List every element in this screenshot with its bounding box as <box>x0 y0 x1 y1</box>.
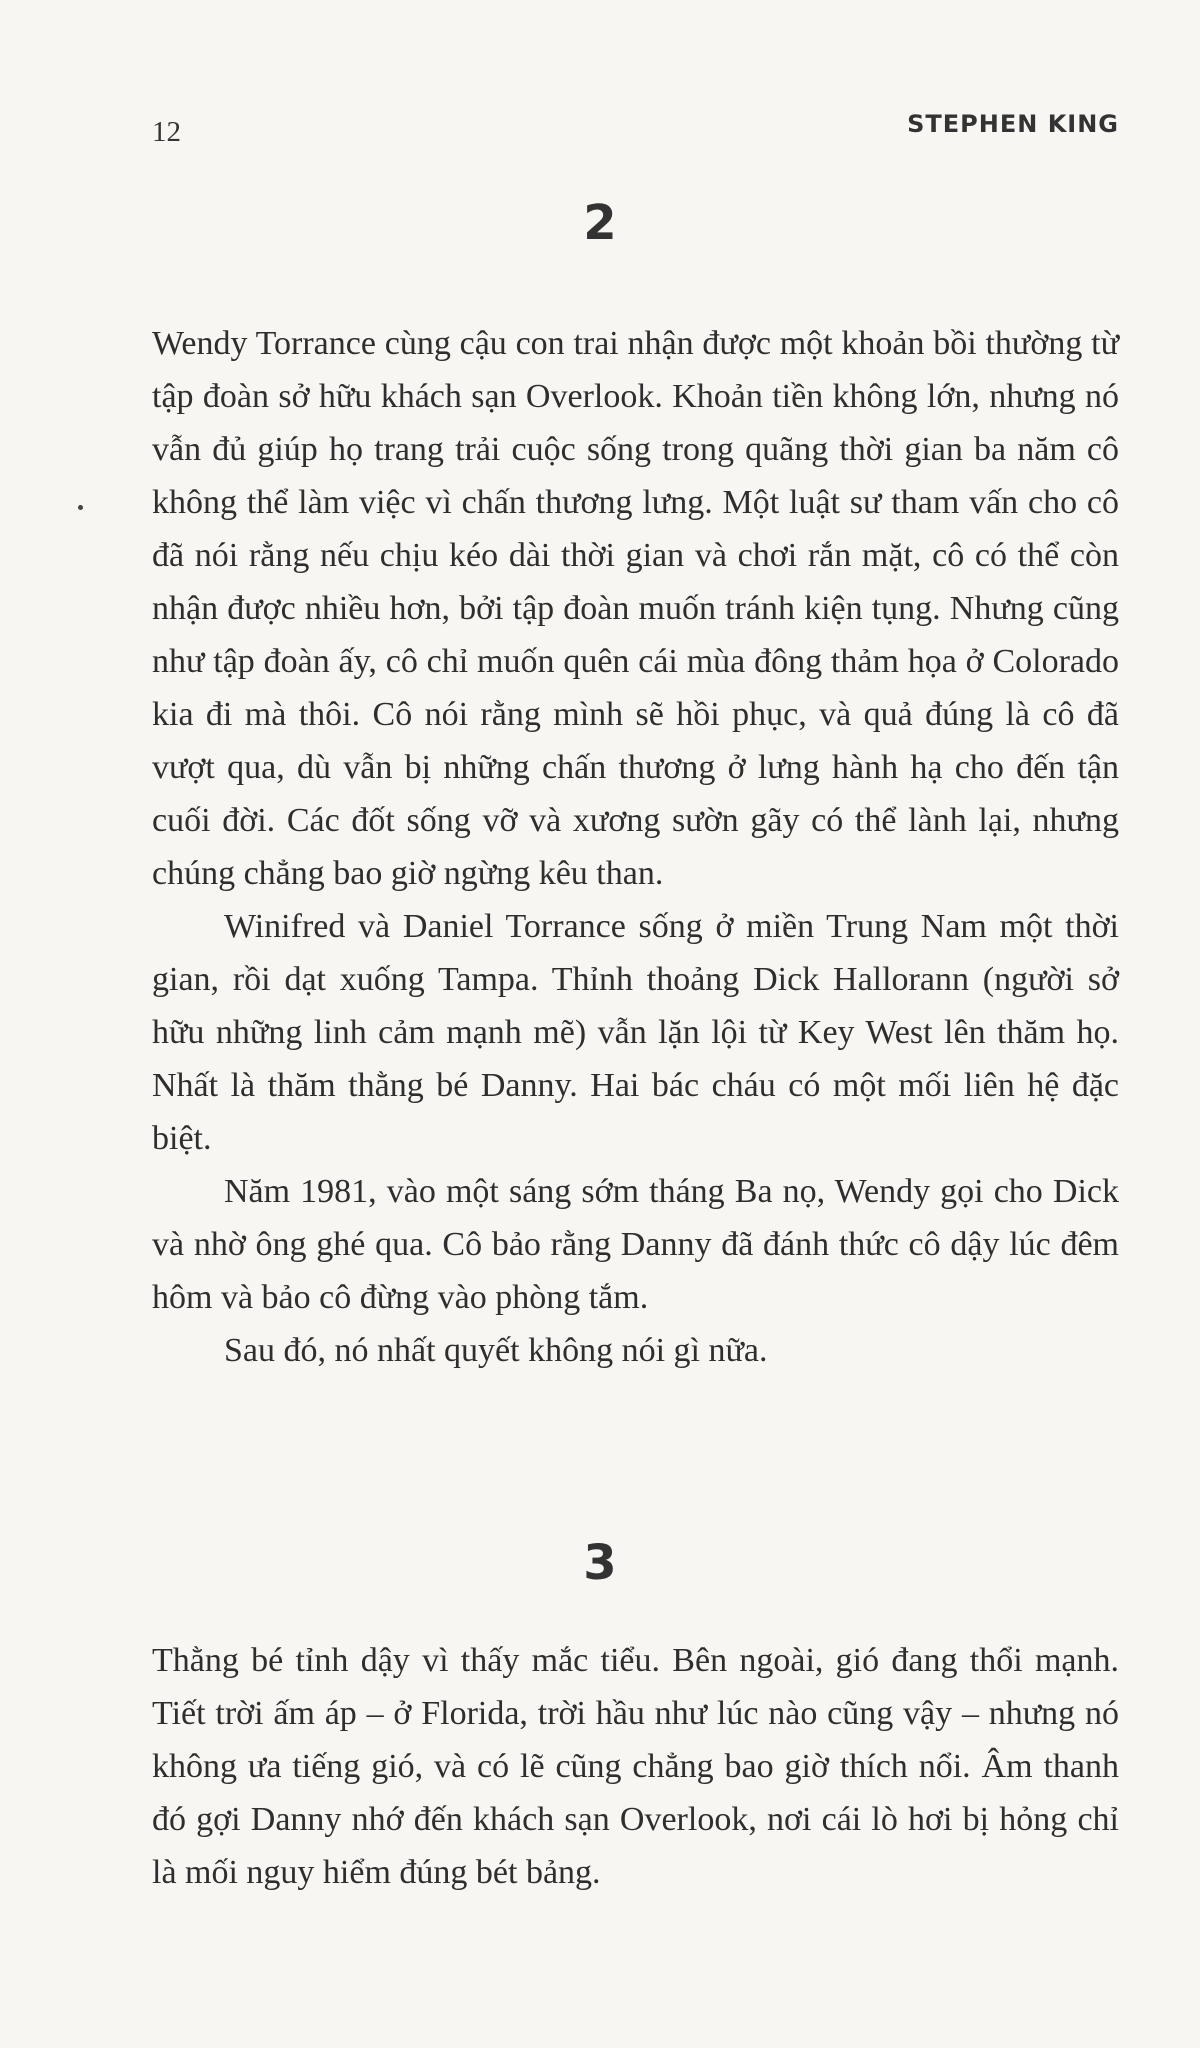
paragraph: Thằng bé tỉnh dậy vì thấy mắc tiểu. Bên ngoài, gió đang thổi mạnh. Tiết trời ấm áp – ở Florida, trời hầu như lúc nào cũng vậy – nhưng nó không ưa tiếng gió, và có lẽ cũng chẳng bao giờ thích nổi. Âm thanh đó gợi Danny nhớ đến khách sạn Overlook, nơi cái lò hơi bị hỏng chỉ là mối nguy hiểm đúng bét bảng. <box>152 1642 1119 1891</box>
chapter-number: 3 <box>583 1535 617 1591</box>
paragraph: Winifred và Daniel Torrance sống ở miền Trung Nam một thời gian, rồi dạt xuống Tampa. Thỉnh thoảng Dick Hallorann (người sở hữu những linh cảm mạnh mẽ) vẫn lặn lội từ Key West lên thăm họ. Nhất là thăm thằng bé Danny. Hai bác cháu có một mối liên hệ đặc biệt. <box>152 908 1119 1157</box>
paragraph: Năm 1981, vào một sáng sớm tháng Ba nọ, Wendy gọi cho Dick và nhờ ông ghé qua. Cô bảo rằng Danny đã đánh thức cô dậy lúc đêm hôm và bảo cô đừng vào phòng tắm. <box>152 1173 1119 1316</box>
paragraph: Wendy Torrance cùng cậu con trai nhận được một khoản bồi thường từ tập đoàn sở hữu khách sạn Overlook. Khoản tiền không lớn, nhưng nó vẫn đủ giúp họ trang trải cuộc sống trong quãng thời gian ba năm cô không thể làm việc vì chấn thương lưng. Một luật sư tham vấn cho cô đã nói rằng nếu chịu kéo dài thời gian và chơi rắn mặt, cô có thể còn nhận được nhiều hơn, bởi tập đoàn muốn tránh kiện tụng. Nhưng cũng như tập đoàn ấy, cô chỉ muốn quên cái mùa đông thảm họa ở Colorado kia đi mà thôi. Cô nói rằng mình sẽ hồi phục, và quả đúng là cô đã vượt qua, dù vẫn bị những chấn thương ở lưng hành hạ cho đến tận cuối đời. Các đốt sống vỡ và xương sườn gãy có thể lành lại, nhưng chúng chẳng bao giờ ngừng kêu than. <box>152 325 1119 892</box>
chapter-number: 2 <box>583 195 617 251</box>
chapter-3-text <box>152 1634 1119 1899</box>
page-number: 12 <box>152 116 181 148</box>
paragraph: Sau đó, nó nhất quyết không nói gì nữa. <box>224 1332 768 1369</box>
print-speck <box>78 505 83 510</box>
chapter-2-text <box>152 317 1119 1377</box>
running-header-author: STEPHEN KING <box>907 110 1119 138</box>
